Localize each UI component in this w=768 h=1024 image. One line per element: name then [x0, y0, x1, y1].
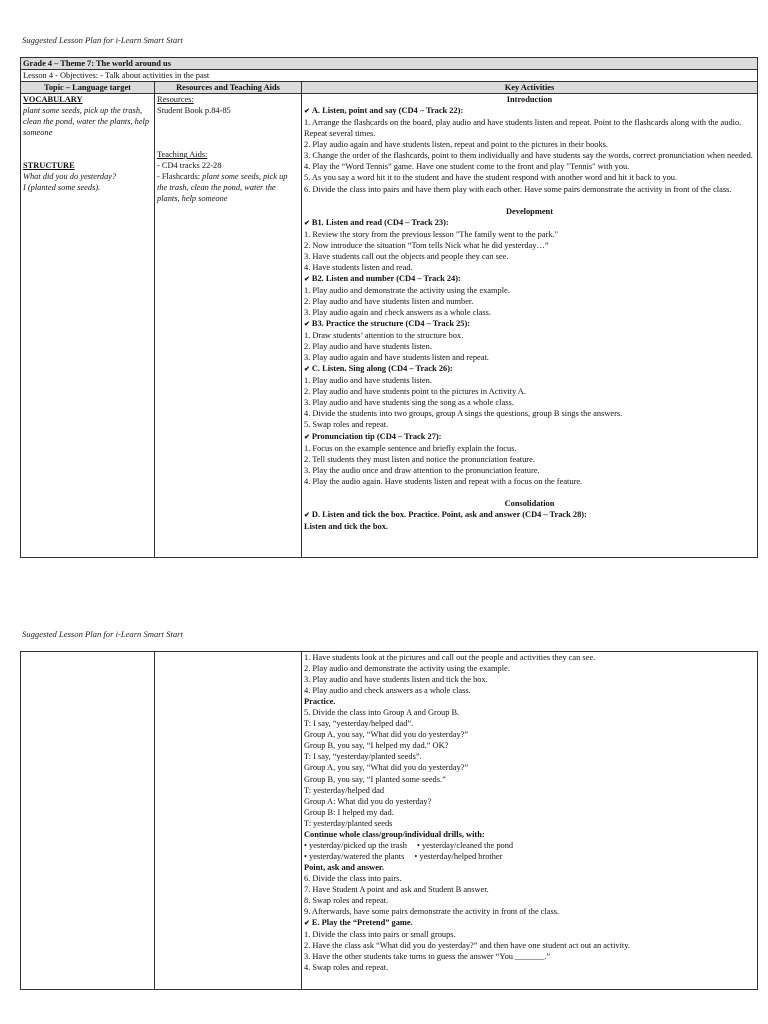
- resources-text: Student Book p.84-85: [157, 106, 231, 116]
- page-header: Suggested Lesson Plan for i-Learn Smart Start: [22, 35, 183, 45]
- resources-heading: Resources:: [157, 95, 194, 105]
- activity-line: 5. As you say a word hit it to the student and have the student respond with another word and hit it back to you.: [304, 173, 678, 183]
- activity-line: 1. Play audio and have students listen.: [304, 376, 432, 386]
- activity-line: 4. Play the “Word Tennis” game. Have one student come to the front and play "Tennis" with you.: [304, 162, 630, 172]
- activity-line: 4. Divide the students into two groups, group A sings the questions, group B sings the answers.: [304, 409, 623, 419]
- activity-line: T: I say, “yesterday/planted seeds”.: [304, 752, 422, 762]
- activity-b1-title: ✔ B1. Listen and read (CD4 – Track 23):: [304, 217, 755, 229]
- activity-line: 1. Arrange the flashcards on the board, play audio and have students listen and repeat. Point to the flashcards along with the audio. Repeat several times.: [304, 118, 742, 139]
- lesson-objectives: Lesson 4 - Objectives: - Talk about activities in the past: [21, 70, 758, 82]
- topic-cell: [21, 94, 155, 558]
- activity-line: T: I say, “yesterday/helped dad”.: [304, 719, 414, 729]
- activity-line: 6. Divide the class into pairs.: [304, 873, 402, 883]
- drill-item: • yesterday/picked up the trash: [304, 840, 407, 850]
- col-header-resources: Resources and Teaching Aids: [155, 82, 302, 94]
- activity-line: 6. Divide the class into pairs and have them play with each other. Have some pairs demonstrate the activity in front of the class.: [304, 184, 732, 194]
- structure-line: What did you do yesterday?: [23, 172, 117, 182]
- vocabulary-heading: VOCABULARY: [23, 95, 83, 105]
- activity-line: 3. Change the order of the flashcards, point to them individually and have students say the words, correct pronunciation when needed.: [304, 151, 753, 161]
- teaching-aids-heading: Teaching Aids:: [157, 150, 208, 160]
- consolidation-heading: Consolidation: [504, 498, 555, 508]
- activity-line: Group A: What did you do yesterday?: [304, 796, 432, 806]
- activity-line: 1. Play audio and demonstrate the activity using the example.: [304, 285, 510, 295]
- activity-line: 5. Divide the class into Group A and Group B.: [304, 708, 460, 718]
- lesson-title: Grade 4 – Theme 7: The world around us: [21, 58, 758, 70]
- activity-line: 9. Afterwards, have some pairs demonstrate the activity in front of the class.: [304, 907, 560, 917]
- activity-line: T: yesterday/helped dad: [304, 785, 385, 795]
- activity-e-title: ✔ E. Play the “Pretend” game.: [304, 917, 755, 929]
- activity-line: 1. Focus on the example sentence and briefly explain the focus.: [304, 443, 517, 453]
- activity-line: 3. Have students call out the objects and people they can see.: [304, 251, 509, 261]
- activity-line: Group B, you say, “I helped my dad.” OK?: [304, 741, 449, 751]
- activity-d-title: ✔ D. Listen and tick the box. Practice. Point, ask and answer (CD4 – Track 28):: [304, 509, 755, 521]
- activity-line: 4. Play audio and check answers as a whole class.: [304, 686, 471, 696]
- col-header-activities: Key Activities: [302, 82, 758, 94]
- activity-line: 1. Have students look at the pictures and call out the people and activities they can see.: [304, 653, 596, 662]
- drill-row: [304, 851, 755, 862]
- activity-line: 1. Review the story from the previous lesson "The family went to the park.": [304, 229, 559, 239]
- drill-item: • yesterday/cleaned the pond: [416, 840, 514, 850]
- activity-line: 3. Play audio again and check answers as a whole class.: [304, 307, 491, 317]
- activity-line: 1. Draw students’ attention to the structure box.: [304, 331, 464, 341]
- activity-line: Group B: I helped my dad.: [304, 807, 394, 817]
- activity-line: 3. Play audio again and have students listen and repeat.: [304, 353, 489, 363]
- activity-line: 4. Have students listen and read.: [304, 262, 413, 272]
- activity-line: 3. Have the other students take turns to guess the answer “You _______.”: [304, 952, 551, 962]
- topic-cell-empty: [21, 652, 155, 990]
- activity-line: 1. Divide the class into pairs or small groups.: [304, 930, 456, 940]
- flashcards-items: plant some seeds, pick up the trash, clean the pond, water the plants, help someone: [157, 172, 288, 204]
- activity-line: 5. Swap roles and repeat.: [304, 420, 389, 430]
- drill-item: • yesterday/watered the plants: [304, 851, 405, 861]
- flashcards-label: - Flashcards:: [157, 172, 203, 182]
- structure-heading: STRUCTURE: [23, 161, 75, 171]
- pronunciation-tip-title: ✔ Pronunciation tip (CD4 – Track 27):: [304, 431, 755, 443]
- activity-line: 3. Play audio and have students listen and tick the box.: [304, 675, 488, 685]
- drill-item: • yesterday/helped brother: [414, 851, 503, 861]
- activity-line: 4. Swap roles and repeat.: [304, 963, 389, 973]
- activity-line: 2. Play audio again and have students listen, repeat and point to the pictures in their books.: [304, 140, 608, 150]
- activity-b2-title: ✔ B2. Listen and number (CD4 – Track 24):: [304, 273, 755, 285]
- activity-line: 2. Now introduce the situation “Tom tells Nick what he did yesterday…”: [304, 240, 549, 250]
- activity-line: 2. Play audio and have students listen.: [304, 342, 432, 352]
- drill-row: [304, 840, 755, 851]
- activity-line: 3. Play the audio once and draw attention to the pronunciation feature.: [304, 465, 540, 475]
- activity-line: Group B, you say, “I planted some seeds.”: [304, 774, 446, 784]
- activity-line: 3. Play audio and have students sing the song as a whole class.: [304, 398, 514, 408]
- lesson-plan-table-continued: [20, 651, 758, 990]
- teaching-aids-item: [157, 171, 299, 204]
- activity-line: 7. Have Student A point and ask and Student B answer.: [304, 884, 489, 894]
- activity-b3-title: ✔ B3. Practice the structure (CD4 – Track 25):: [304, 318, 755, 330]
- teaching-aids-item: - CD4 tracks 22-28: [157, 161, 222, 171]
- col-header-topic: Topic – Language target: [21, 82, 155, 94]
- activity-line: Group A, you say, “What did you do yesterday?”: [304, 763, 469, 773]
- activity-line: 4. Play the audio again. Have students listen and repeat with a focus on the feature.: [304, 476, 583, 486]
- point-ask-answer-heading: Point, ask and answer.: [304, 862, 384, 872]
- activity-line: 2. Have the class ask “What did you do yesterday?” and then have one student act out an activity.: [304, 941, 630, 951]
- activity-a-title: ✔ A. Listen, point and say (CD4 – Track 22):: [304, 105, 755, 117]
- lesson-plan-table: [20, 57, 758, 558]
- vocabulary-text: plant some seeds, pick up the trash, clean the pond, water the plants, help someone: [23, 106, 150, 138]
- key-activities-cell: [302, 652, 758, 990]
- drills-heading: Continue whole class/group/individual drills, with:: [304, 829, 485, 839]
- resources-cell-empty: [155, 652, 302, 990]
- introduction-heading: Introduction: [506, 95, 553, 105]
- page-header: Suggested Lesson Plan for i-Learn Smart Start: [22, 629, 183, 639]
- activity-line: 2. Tell students they must listen and notice the pronunciation feature.: [304, 454, 535, 464]
- activity-line: 2. Play audio and have students listen and number.: [304, 296, 474, 306]
- structure-line: I (planted some seeds).: [23, 183, 101, 193]
- activity-line: 2. Play audio and demonstrate the activity using the example.: [304, 664, 510, 674]
- development-heading: Development: [506, 206, 553, 216]
- key-activities-cell: [302, 94, 758, 558]
- activity-c-title: ✔ C. Listen. Sing along (CD4 – Track 26):: [304, 363, 755, 375]
- practice-heading: Practice.: [304, 697, 336, 707]
- activity-line: 2. Play audio and have students point to the pictures in Activity A.: [304, 387, 526, 397]
- activity-line: 8. Swap roles and repeat.: [304, 896, 389, 906]
- activity-line: T: yesterday/planted seeds: [304, 818, 393, 828]
- activity-d-subtitle: Listen and tick the box.: [304, 521, 388, 531]
- resources-cell: [155, 94, 302, 558]
- activity-line: Group A, you say, “What did you do yesterday?”: [304, 730, 469, 740]
